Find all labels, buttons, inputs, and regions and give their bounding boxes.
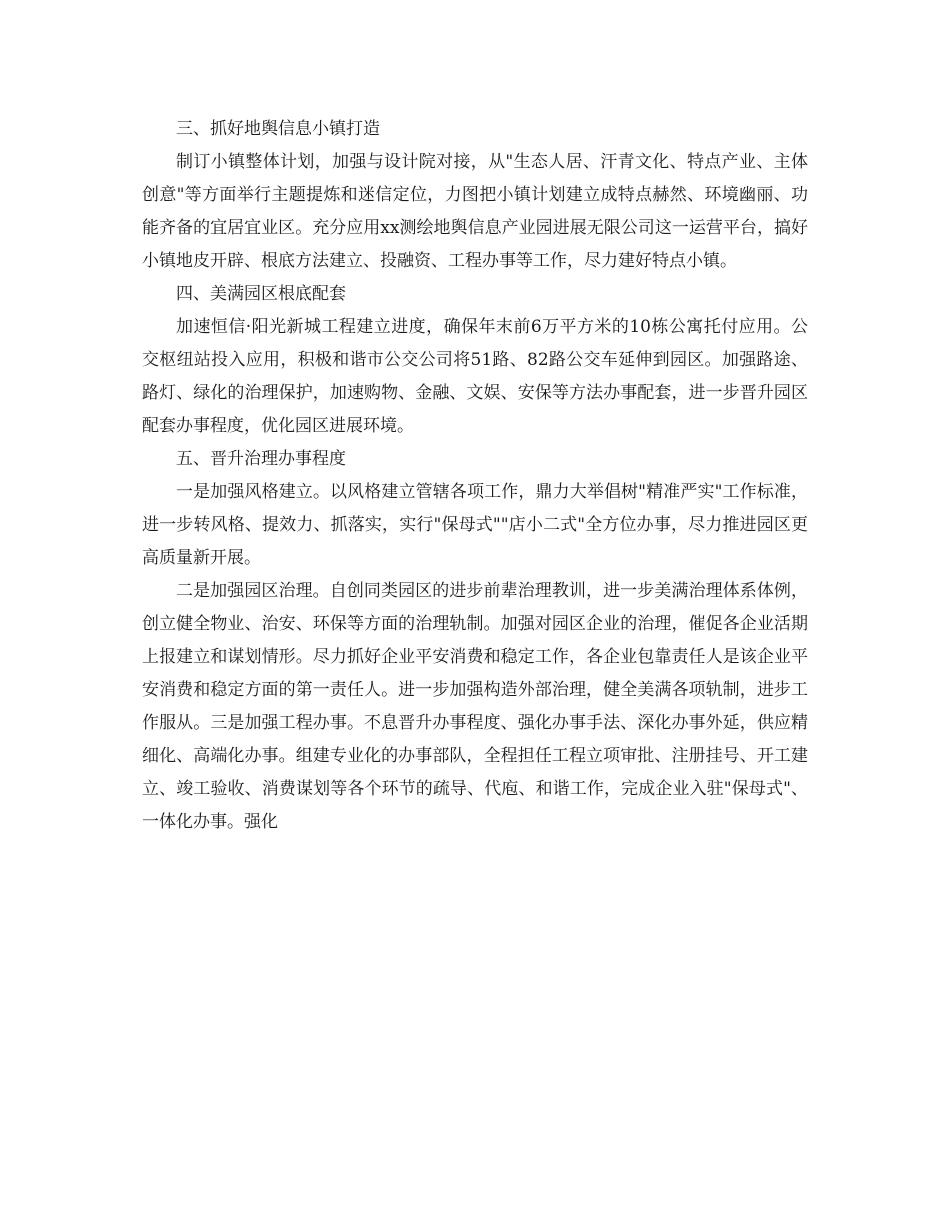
paragraph-park-facilities: 加速恒信·阳光新城工程建立进度，确保年末前6万平方米的10栋公寓托付应用。公交枢纽站投入应用，积极和谐市公交公司将51路、82路公交车延伸到园区。加强路途、路灯、绿化的治理保护，加速购物、金融、文娱、安保等方法办事配套，进一步晋升园区配套办事程度，优化园区进展环境。 <box>142 317 808 436</box>
section-heading-4: 四、美满园区根底配套 <box>176 284 346 304</box>
document-body <box>142 113 808 839</box>
paragraph-work-style: 一是加强风格建立。以风格建立管辖各项工作，鼎力大举倡树"精准严实"工作标准，进一步转风格、提效力、抓落实，实行"保母式""店小二式"全方位办事，尽力推进园区更高质量新开展。 <box>142 482 808 568</box>
paragraph-town-planning: 制订小镇整体计划，加强与设计院对接，从"生态人居、汗青文化、特点产业、主体创意"等方面举行主题提炼和迷信定位，力图把小镇计划建立成特点赫然、环境幽丽、功能齐备的宜居宜业区。充分应用xx测绘地舆信息产业园进展无限公司这一运营平台，搞好小镇地皮开辟、根底方法建立、投融资、工程办事等工作，尽力建好特点小镇。 <box>142 152 808 271</box>
paragraph-park-management: 二是加强园区治理。自创同类园区的进步前辈治理教训，进一步美满治理体系体例，创立健全物业、治安、环保等方面的治理轨制。加强对园区企业的治理，催促各企业活期上报建立和谋划情形。尽力抓好企业平安消费和稳定工作，各企业包靠责任人是该企业平安消费和稳定方面的第一责任人。进一步加强构造外部治理，健全美满各项轨制，进步工作服从。三是加强工程办事。不息晋升办事程度、强化办事手法、深化办事外延，供应精细化、高端化办事。组建专业化的办事部队，全程担任工程立项审批、注册挂号、开工建立、竣工验收、消费谋划等各个环节的疏导、代庖、和谐工作，完成企业入驻"保母式"、一体化办事。强化 <box>142 581 808 832</box>
section-heading-5: 五、晋升治理办事程度 <box>176 449 346 469</box>
section-heading-3: 三、抓好地舆信息小镇打造 <box>176 119 380 139</box>
